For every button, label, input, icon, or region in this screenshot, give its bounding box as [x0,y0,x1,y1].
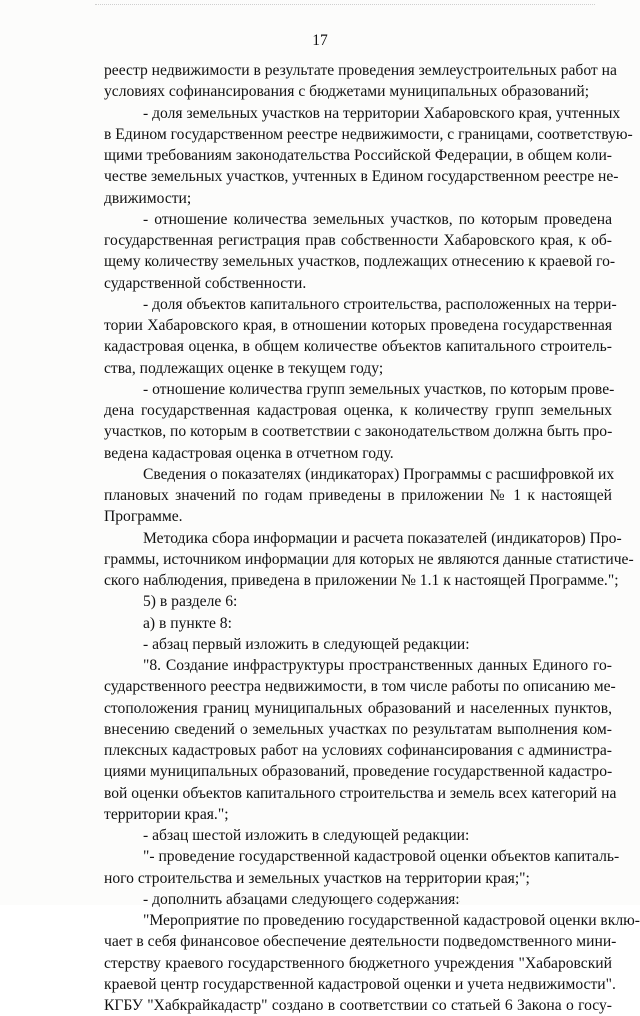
body-text [104,60,640,1016]
text-line: циями муниципальных образований, проведение государственной кадастро- [104,763,613,781]
text-line: кадастровая оценка, в общем количестве объектов капитального строитель- [104,338,612,356]
text-line: дена государственная кадастровая оценка, к количеству групп земельных [104,402,612,419]
text-line: ского наблюдения, приведена в приложении № 1.1 к настоящей Программе."; [104,572,619,589]
text-line: "8. Создание инфраструктуры пространственных данных Единого го- [143,657,612,674]
text-line: стерству краевого государственного бюджетного учреждения "Хабаровский [104,954,612,972]
text-line: плановых значений по годам приведены в приложении № 1 к настоящей [104,487,612,504]
text-line: стоположения границ муниципальных образований и населенных пунктов, [104,699,612,717]
text-line: - абзац первый изложить в следующей редакции: [143,635,470,653]
text-line: движимости; [104,189,192,207]
text-line: а) в пункте 8: [143,614,232,632]
text-line: ного строительства и земельных участков на территории края;"; [104,869,530,887]
text-line: - отношение количества групп земельных участков, по которым прове- [143,380,615,398]
text-line: КГБУ "Хабкрайкадастр" создано в соответствии со статьей 6 Закона о госу- [104,997,612,1014]
text-line: - отношение количества земельных участков, по которым проведена [143,210,612,228]
text-line: Методика сбора информации и расчета показателей (индикаторов) Про- [143,529,622,547]
text-line: "- проведение государственной кадастровой оценки объектов капиталь- [143,848,620,866]
text-line: реестр недвижимости в результате проведения землеустроительных работ на [104,62,617,79]
text-line: щими требованиям законодательства Российской Федерации, в общем коли- [104,147,612,164]
text-line: "Мероприятие по проведению государственной кадастровой оценки вклю- [143,912,640,929]
text-line: тории Хабаровского края, в отношении которых проведена государственная [104,317,612,334]
text-line: плексных кадастровых работ на условиях софинансирования с администра- [104,742,612,759]
text-line: сударственной собственности. [104,274,307,292]
text-line: 5) в разделе 6: [143,593,238,611]
text-line: граммы, источником информации для которых не являются данные статистиче- [104,550,634,568]
text-line: Программе. [104,508,183,526]
scan-edge-mark [95,4,595,9]
text-line: - доля объектов капитального строительства, расположенных на терри- [143,295,617,313]
text-line: щему количеству земельных участков, подлежащих отнесению к краевой го- [104,253,616,271]
text-line: внесению сведений о земельных участках по результатам выполнения ком- [104,720,612,738]
text-line: ства, подлежащих оценке в текущем году; [104,359,384,377]
page-number: 17 [312,32,328,49]
text-line: - абзац шестой изложить в следующей редакции: [143,827,470,844]
text-line: краевой центр государственной кадастровой оценки и учета недвижимости". [104,975,616,993]
text-line: условиях софинансирования с бюджетами муниципальных образований; [104,83,590,101]
text-line: Сведения о показателях (индикаторах) Программы с расшифровкой их [143,465,615,483]
text-line: в Едином государственном реестре недвижимости, с границами, соответствую- [104,125,633,143]
text-line: вой оценки объектов капитального строительства и земель всех категорий на [104,784,617,802]
text-line: чает в себя финансовое обеспечение деятельности подведомственного мини- [104,933,617,951]
text-line: честве земельных участков, учтенных в Едином государственном реестре не- [104,168,619,186]
text-line: - доля земельных участков на территории Хабаровского края, учтенных [143,104,621,122]
text-line: территории края."; [104,805,229,823]
text-line: ведена кадастровая оценка в отчетном году. [104,444,394,462]
text-line: сударственного реестра недвижимости, в том числе работы по описанию ме- [104,678,616,696]
text-line: участков, по которым в соответствии с законодательством должна быть про- [104,423,613,441]
text-line: - дополнить абзацами следующего содержания: [143,890,460,908]
scan-edge-mark [300,898,460,902]
text-line: государственная регистрация прав собственности Хабаровского края, к об- [104,232,612,249]
